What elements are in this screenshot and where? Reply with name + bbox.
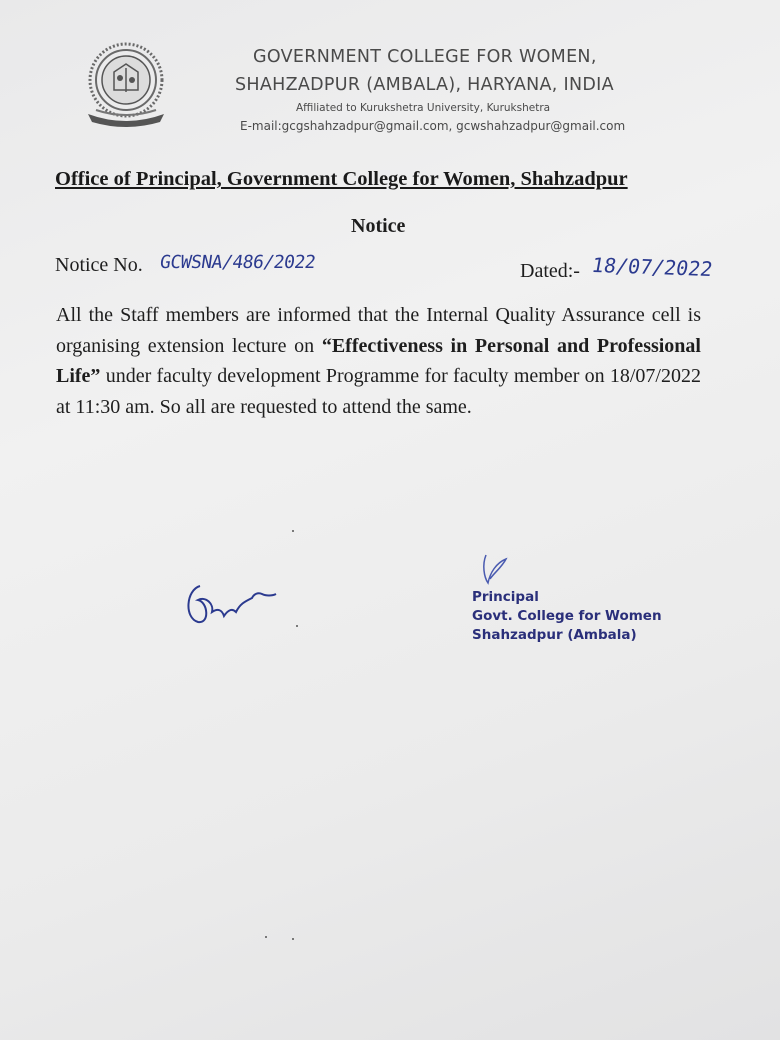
notice-no-value: GCWSNA/486/2022: [158, 252, 317, 273]
stamp-line-2: Govt. College for Women: [472, 608, 662, 624]
dated-label: Dated:-: [520, 260, 580, 282]
stamp-line-1: Principal: [472, 589, 539, 605]
notice-no-label: Notice No.: [55, 254, 143, 276]
principal-stamp: [472, 588, 662, 645]
signature-icon: [182, 572, 282, 632]
college-location: SHAHZADPUR (AMBALA), HARYANA, INDIA: [235, 75, 614, 95]
notice-title: Notice: [351, 215, 406, 237]
body-part-1: All the Staff members are informed that the Internal Quality Assurance cell is organising extension lecture on: [56, 304, 701, 357]
speck: [292, 938, 294, 940]
speck: [292, 530, 294, 532]
notice-body: [56, 300, 701, 422]
principal-signature-icon: [476, 551, 516, 591]
office-heading: Office of Principal, Government College for Women, Shahzadpur: [55, 168, 628, 190]
body-part-2: under faculty development Programme for faculty member on 18/07/2022 at 11:30 am. So all are requested to attend the same.: [56, 365, 701, 418]
dated-value: 18/07/2022: [589, 252, 715, 282]
lecture-title: “Effectiveness in Personal and Professional Life”: [56, 334, 701, 387]
speck: [265, 936, 267, 938]
speck: [296, 625, 298, 627]
college-name: GOVERNMENT COLLEGE FOR WOMEN,: [253, 47, 597, 67]
college-emblem-icon: [82, 40, 170, 132]
affiliation-text: Affiliated to Kurukshetra University, Kurukshetra: [296, 102, 551, 114]
email-line: E-mail:gcgshahzadpur@gmail.com, gcwshahzadpur@gmail.com: [240, 119, 626, 133]
stamp-line-3: Shahzadpur (Ambala): [472, 627, 637, 643]
